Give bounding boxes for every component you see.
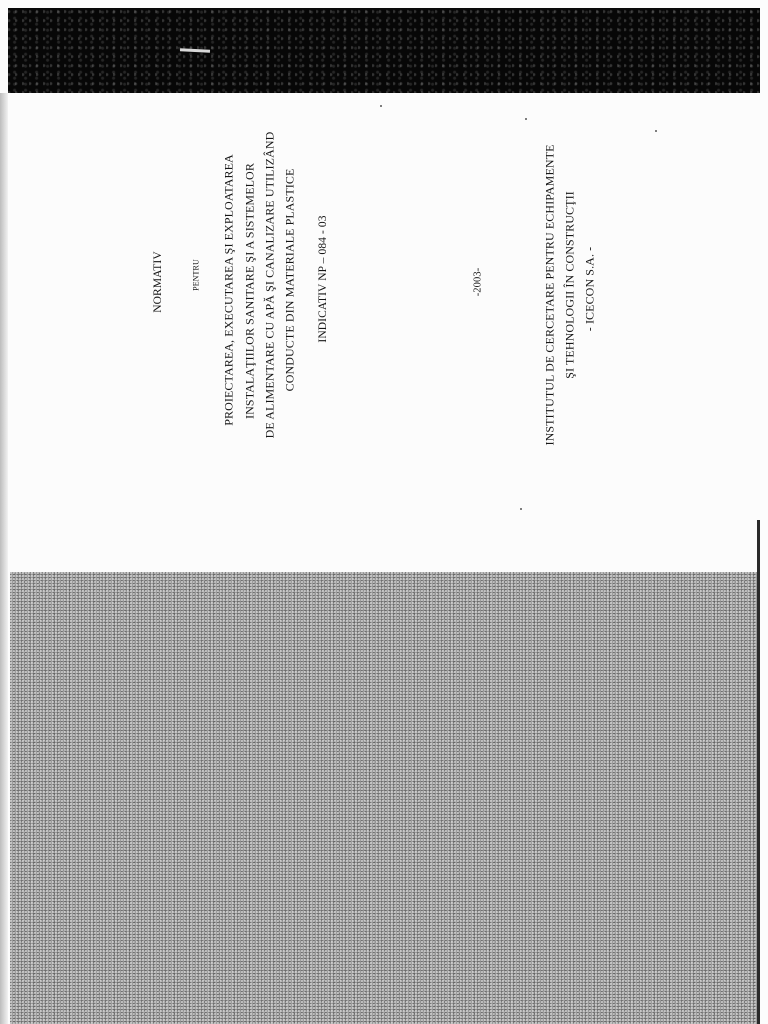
document-heading: NORMATIV	[152, 251, 164, 313]
institute-line-1: INSTITUTUL DE CERCETARE PENTRU ECHIPAMENTE	[542, 144, 557, 446]
title-line-4: CONDUCTE DIN MATERIALE PLASTICE	[282, 168, 297, 392]
left-page-edge	[0, 93, 8, 1024]
right-page-edge	[757, 520, 760, 1024]
scan-speck	[655, 130, 657, 132]
title-line-2: INSTALAŢIILOR SANITARE ŞI A SISTEMELOR	[242, 163, 257, 419]
document-year: -2003-	[472, 267, 484, 297]
institute-line-3: - ICECON S.A. -	[582, 246, 597, 332]
scan-gray-area	[10, 572, 758, 1024]
scan-speck	[380, 105, 382, 107]
scan-dark-band	[8, 8, 760, 93]
institute-line-2: ŞI TEHNOLOGII ÎN CONSTRUCŢII	[562, 191, 577, 379]
scan-streak	[180, 48, 210, 53]
document-preposition: PENTRU	[191, 259, 201, 291]
document-indicative: INDICATIV NP – 084 - 03	[317, 215, 329, 343]
title-line-1: PROIECTAREA, EXECUTAREA ŞI EXPLOATAREA	[221, 154, 236, 426]
scan-speck	[520, 508, 522, 510]
scan-speck	[525, 118, 527, 120]
title-line-3: DE ALIMENTARE CU APĂ ŞI CANALIZARE UTILIZÂND	[262, 131, 277, 439]
